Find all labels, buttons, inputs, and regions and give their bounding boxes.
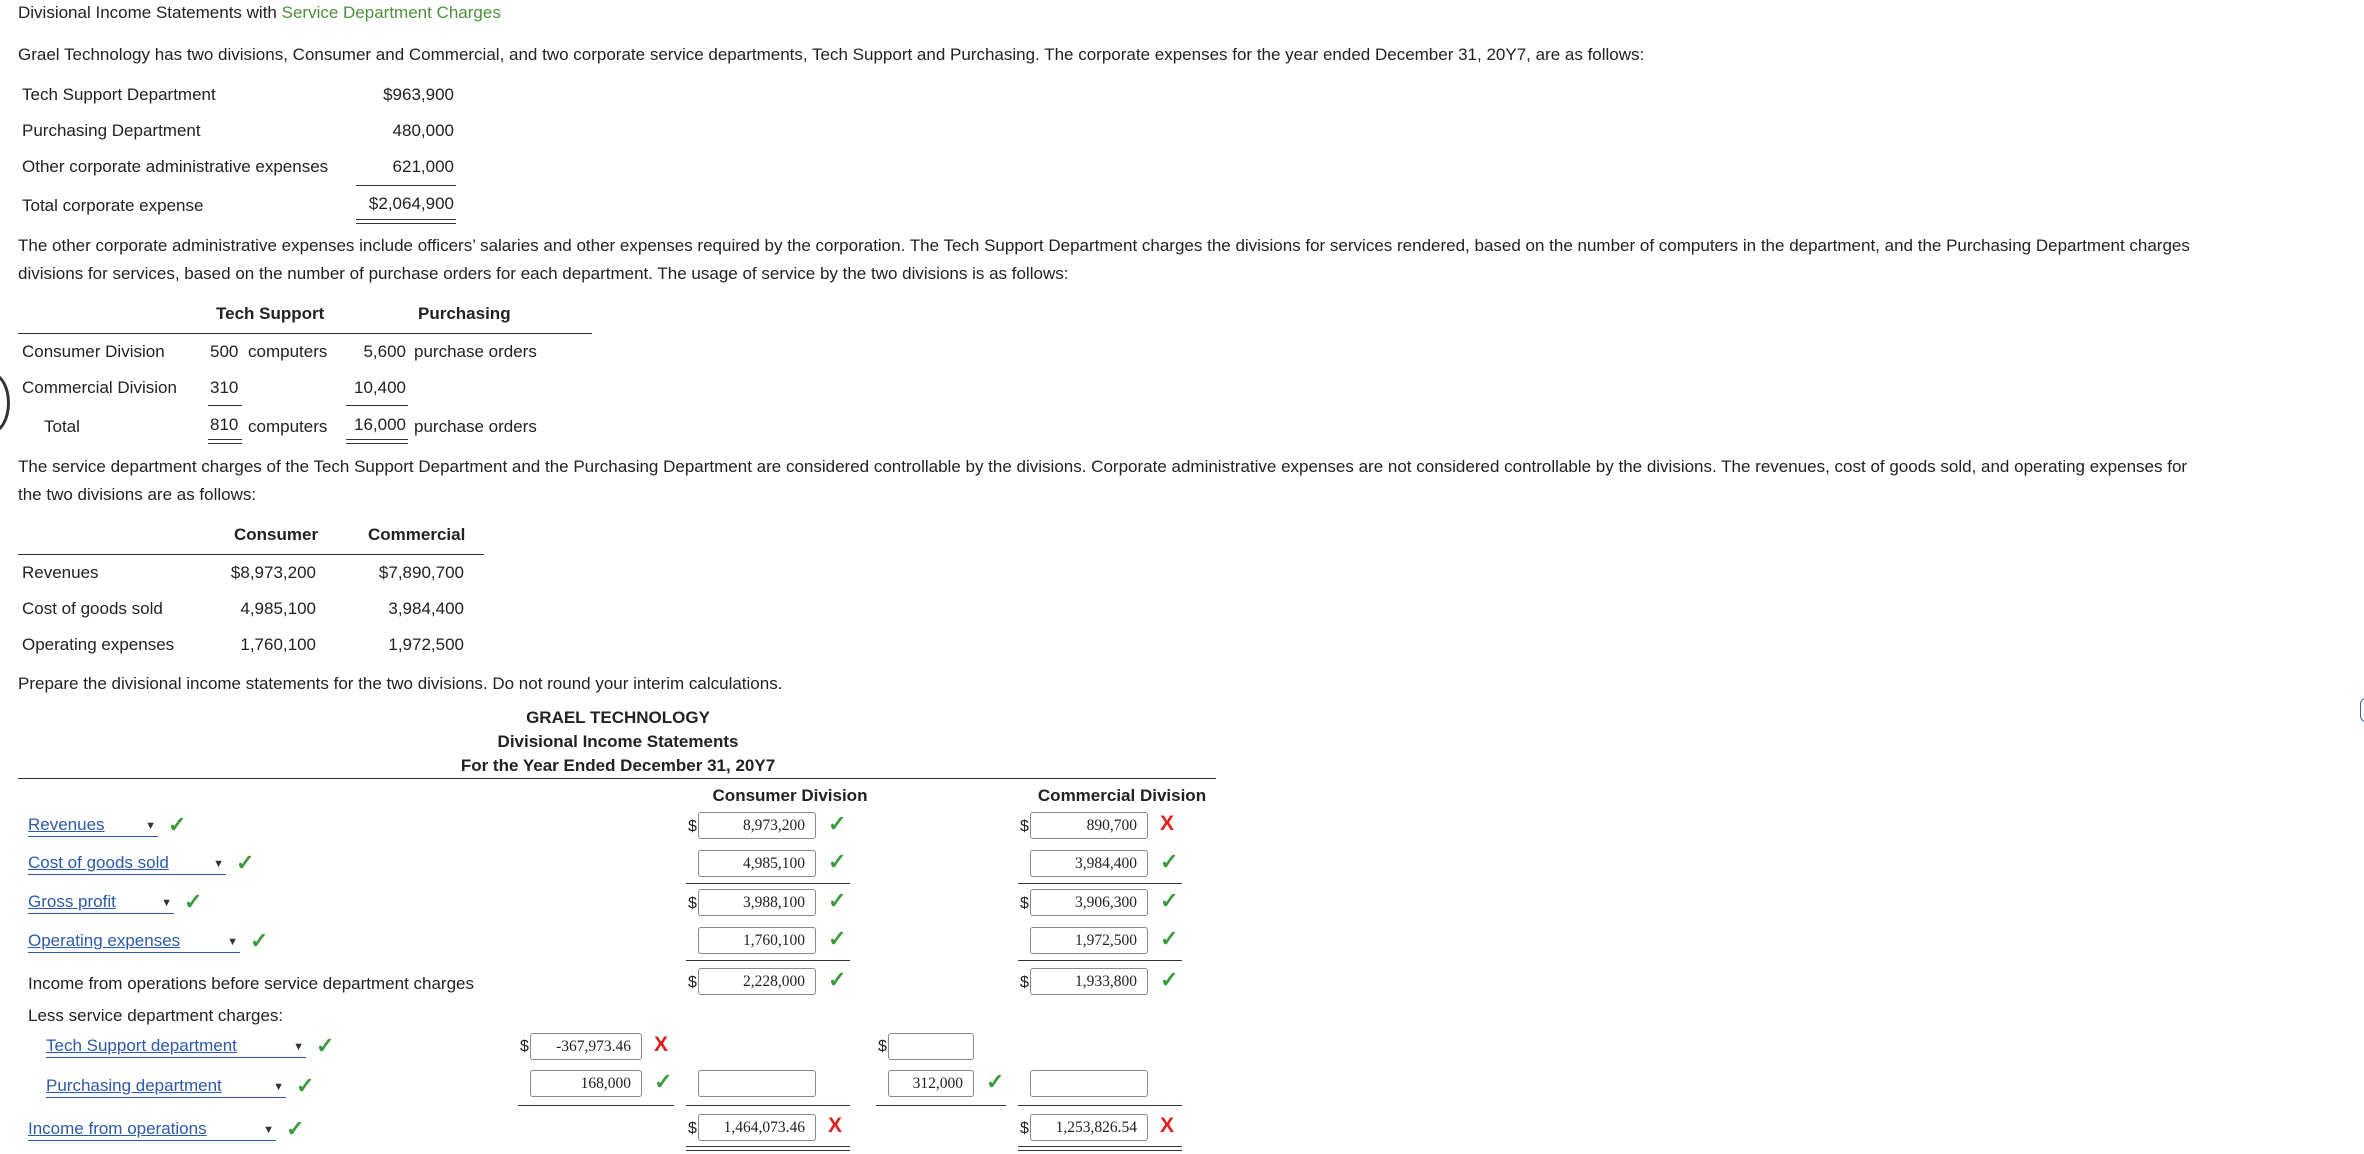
consumer-income-before-input[interactable]: 2,228,000 bbox=[698, 968, 816, 995]
commercial-gross-profit-input[interactable]: 3,906,300 bbox=[1030, 889, 1148, 916]
corp-label-other: Other corporate administrative expenses bbox=[22, 157, 329, 176]
usage-row-pu-unit: purchase orders bbox=[414, 417, 537, 436]
cogs-select-label: Cost of goods sold bbox=[28, 853, 169, 872]
double-underline bbox=[346, 439, 408, 444]
check-icon: ✓ bbox=[1160, 926, 1179, 951]
currency-symbol: $ bbox=[688, 895, 697, 912]
division-row-commercial: 1,972,500 bbox=[388, 635, 464, 654]
income-from-operations-select[interactable] bbox=[28, 1119, 276, 1141]
check-icon: ✓ bbox=[1160, 888, 1179, 913]
cross-icon: X bbox=[654, 1033, 669, 1056]
check-icon: ✓ bbox=[184, 889, 203, 914]
double-underline bbox=[356, 219, 456, 224]
usage-row-ts: 310 bbox=[210, 378, 239, 397]
divider bbox=[208, 405, 242, 406]
usage-row-pu: 16,000 bbox=[354, 415, 406, 434]
income-before-label: Income from operations before service department charges bbox=[28, 974, 475, 993]
check-icon: ✓ bbox=[316, 1033, 335, 1058]
usage-row-label: Total bbox=[44, 417, 80, 436]
check-icon: ✓ bbox=[828, 888, 847, 913]
division-row-label: Revenues bbox=[22, 563, 99, 582]
consumer-cogs-input[interactable]: 4,985,100 bbox=[698, 850, 816, 877]
currency-symbol: $ bbox=[688, 974, 697, 991]
usage-row-ts: 500 bbox=[210, 342, 239, 361]
check-icon: ✓ bbox=[654, 1069, 673, 1094]
statement-company: GRAEL TECHNOLOGY bbox=[526, 708, 710, 727]
usage-row-label: Commercial Division bbox=[22, 378, 177, 397]
check-icon: ✓ bbox=[828, 967, 847, 992]
page-title bbox=[18, 3, 501, 23]
corp-label-total: Total corporate expense bbox=[22, 196, 204, 215]
income-from-operations-select-label: Income from operations bbox=[28, 1119, 207, 1138]
check-icon: ✓ bbox=[828, 811, 847, 836]
divider bbox=[1018, 1105, 1182, 1106]
corp-value-tech: $963,900 bbox=[383, 85, 454, 104]
divider bbox=[876, 1105, 1006, 1106]
double-underline bbox=[686, 1146, 850, 1151]
commercial-revenues-input[interactable]: 890,700 bbox=[1030, 812, 1148, 839]
currency-symbol: $ bbox=[1020, 818, 1029, 835]
divider bbox=[1018, 960, 1182, 961]
commercial-income-before-input[interactable]: 1,933,800 bbox=[1030, 968, 1148, 995]
dropdown-arrow-icon: ▼ bbox=[273, 1081, 284, 1093]
usage-row-pu-unit: purchase orders bbox=[414, 342, 537, 361]
dropdown-arrow-icon: ▼ bbox=[293, 1041, 304, 1053]
divider bbox=[686, 1105, 850, 1106]
division-row-consumer: 4,985,100 bbox=[240, 599, 316, 618]
divider bbox=[18, 333, 592, 334]
divider bbox=[18, 778, 1216, 779]
less-service-label: Less service department charges: bbox=[28, 1006, 284, 1025]
check-icon: ✓ bbox=[1160, 967, 1179, 992]
double-underline bbox=[1018, 1146, 1182, 1151]
title-link: Service Department Charges bbox=[281, 3, 501, 22]
operating-expenses-select-label: Operating expenses bbox=[28, 931, 181, 950]
revenues-select[interactable] bbox=[28, 815, 158, 837]
tech-support-select[interactable] bbox=[46, 1036, 306, 1058]
consumer-revenues-input[interactable]: 8,973,200 bbox=[698, 812, 816, 839]
usage-header-tech: Tech Support bbox=[216, 304, 325, 323]
cross-icon: X bbox=[828, 1114, 843, 1137]
usage-row-pu: 5,600 bbox=[363, 342, 406, 361]
consumer-opex-input[interactable]: 1,760,100 bbox=[698, 927, 816, 954]
revenues-select-label: Revenues bbox=[28, 815, 105, 834]
corp-value-other: 621,000 bbox=[392, 157, 454, 176]
divider bbox=[686, 960, 850, 961]
usage-row-ts-unit: computers bbox=[248, 417, 328, 436]
division-row-label: Operating expenses bbox=[22, 635, 175, 654]
currency-symbol: $ bbox=[1020, 895, 1029, 912]
usage-row-ts: 810 bbox=[210, 415, 239, 434]
intro-paragraph: Grael Technology has two divisions, Consumer and Commercial, and two corporate service departments, Tech Support and Purchasing. The corporate expenses for the year ended December 31, 20Y7, are as follows: bbox=[18, 45, 1645, 64]
corp-label-purchasing: Purchasing Department bbox=[22, 121, 201, 140]
division-row-consumer: 1,760,100 bbox=[240, 635, 316, 654]
paragraph-3-line-2: the two divisions are as follows: bbox=[18, 485, 257, 504]
consumer-income-ops-input[interactable]: 1,464,073.46 bbox=[698, 1114, 816, 1141]
purchasing-select-label: Purchasing department bbox=[46, 1076, 222, 1095]
paragraph-2-line-1: The other corporate administrative expenses include officers’ salaries and other expenses required by the corporation. The Tech Support Department charges the divisions for services rendered, based on the number of computers in the department, and the Purchasing Department charges bbox=[18, 236, 2190, 255]
purchasing-select[interactable] bbox=[46, 1076, 286, 1098]
instruction-text: Prepare the divisional income statements for the two divisions. Do not round your interim calculations. bbox=[18, 674, 783, 693]
column-header-commercial: Commercial Division bbox=[1037, 786, 1207, 805]
commercial-purchasing-sub-input[interactable]: 312,000 bbox=[888, 1070, 974, 1097]
currency-symbol: $ bbox=[520, 1038, 529, 1055]
consumer-tech-support-input[interactable]: -367,973.46 bbox=[530, 1033, 642, 1060]
statement-name: Divisional Income Statements bbox=[497, 732, 739, 751]
scroll-handle[interactable] bbox=[2360, 698, 2364, 722]
corp-value-purchasing: 480,000 bbox=[392, 121, 454, 140]
divider bbox=[518, 1105, 674, 1106]
check-icon: ✓ bbox=[296, 1073, 315, 1098]
tech-support-select-label: Tech Support department bbox=[46, 1036, 237, 1055]
currency-symbol: $ bbox=[878, 1038, 887, 1055]
check-icon: ✓ bbox=[1160, 849, 1179, 874]
double-underline bbox=[208, 439, 242, 444]
corp-value-total: $2,064,900 bbox=[368, 194, 454, 213]
divider bbox=[1018, 883, 1182, 884]
dropdown-arrow-icon: ▼ bbox=[145, 820, 156, 832]
currency-symbol: $ bbox=[688, 818, 697, 835]
dropdown-arrow-icon: ▼ bbox=[263, 1124, 274, 1136]
currency-symbol: $ bbox=[1020, 1120, 1029, 1137]
dropdown-arrow-icon: ▼ bbox=[227, 936, 238, 948]
consumer-purchasing-input[interactable] bbox=[698, 1070, 816, 1097]
commercial-cogs-input[interactable]: 3,984,400 bbox=[1030, 850, 1148, 877]
usage-row-label: Consumer Division bbox=[22, 342, 165, 361]
division-header-consumer: Consumer bbox=[234, 525, 319, 544]
currency-symbol: $ bbox=[688, 1120, 697, 1137]
check-icon: ✓ bbox=[168, 812, 187, 837]
gross-profit-select[interactable] bbox=[28, 892, 174, 914]
cross-icon: X bbox=[1160, 812, 1175, 835]
check-icon: ✓ bbox=[286, 1116, 305, 1141]
commercial-opex-input[interactable]: 1,972,500 bbox=[1030, 927, 1148, 954]
corp-label-tech: Tech Support Department bbox=[22, 85, 216, 104]
paragraph-3-line-1: The service department charges of the Tech Support Department and the Purchasing Department are considered controllable by the divisions. Corporate administrative expenses are not considered controllable by the divisions. The revenues, cost of goods sold, and operating expenses for bbox=[18, 457, 2188, 476]
division-row-commercial: $7,890,700 bbox=[378, 563, 464, 582]
check-icon: ✓ bbox=[828, 849, 847, 874]
usage-row-ts-unit: computers bbox=[248, 342, 328, 361]
edge-decoration bbox=[0, 372, 10, 434]
currency-symbol: $ bbox=[1020, 974, 1029, 991]
consumer-purchasing-sub-input[interactable]: 168,000 bbox=[530, 1070, 642, 1097]
divider bbox=[346, 405, 408, 406]
commercial-income-ops-input[interactable]: 1,253,826.54 bbox=[1030, 1114, 1148, 1141]
paragraph-2-line-2: divisions for services, based on the number of purchase orders for each department. The usage of service by the two divisions is as follows: bbox=[18, 264, 1069, 283]
cross-icon: X bbox=[1160, 1114, 1175, 1137]
commercial-purchasing-input[interactable] bbox=[1030, 1070, 1148, 1097]
usage-row-pu: 10,400 bbox=[354, 378, 406, 397]
division-row-label: Cost of goods sold bbox=[22, 599, 163, 618]
column-header-consumer: Consumer Division bbox=[712, 786, 868, 805]
check-icon: ✓ bbox=[250, 928, 269, 953]
consumer-gross-profit-input[interactable]: 3,988,100 bbox=[698, 889, 816, 916]
dropdown-arrow-icon: ▼ bbox=[213, 858, 224, 870]
operating-expenses-select[interactable] bbox=[28, 931, 240, 953]
statement-period: For the Year Ended December 31, 20Y7 bbox=[460, 756, 776, 775]
title-prefix: Divisional Income Statements with bbox=[18, 3, 282, 22]
divider bbox=[18, 554, 484, 555]
divider bbox=[356, 185, 456, 186]
division-header-commercial: Commercial bbox=[368, 525, 466, 544]
cogs-select[interactable] bbox=[28, 853, 226, 875]
divider bbox=[686, 883, 850, 884]
commercial-tech-support-input[interactable] bbox=[888, 1033, 974, 1060]
check-icon: ✓ bbox=[236, 850, 255, 875]
division-row-consumer: $8,973,200 bbox=[230, 563, 316, 582]
dropdown-arrow-icon: ▼ bbox=[161, 897, 172, 909]
division-row-commercial: 3,984,400 bbox=[388, 599, 464, 618]
usage-header-purchasing: Purchasing bbox=[418, 304, 511, 323]
gross-profit-select-label: Gross profit bbox=[28, 892, 116, 911]
check-icon: ✓ bbox=[828, 926, 847, 951]
check-icon: ✓ bbox=[986, 1069, 1005, 1094]
